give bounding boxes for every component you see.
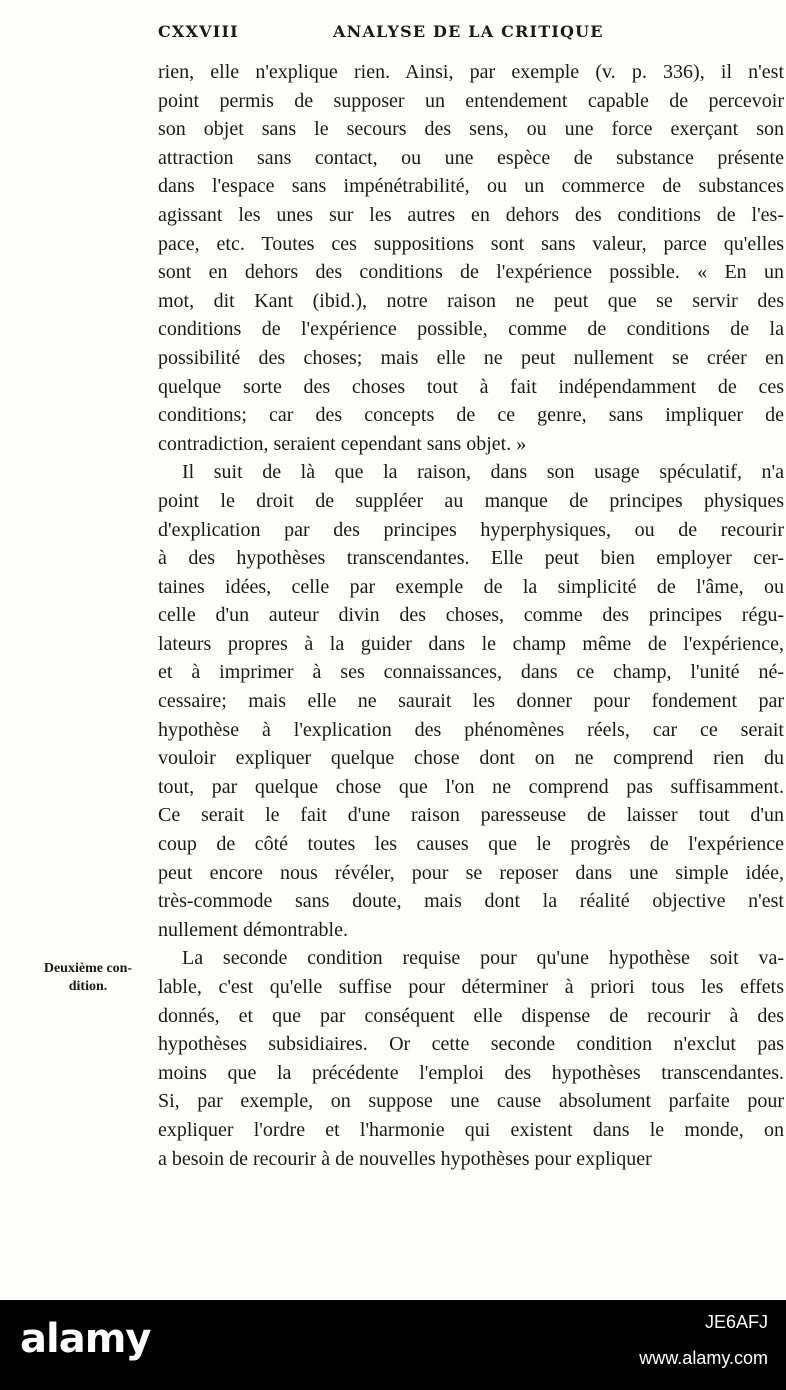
text-line: point le droit de suppléer au manque de principes physiques [158, 489, 784, 512]
text-line: expliquer l'ordre et l'harmonie qui existent dans le monde, on [158, 1118, 784, 1141]
text-line: lateurs propres à la guider dans le champ même de l'expérience, [158, 632, 784, 655]
text-line: celle d'un auteur divin des choses, comme des principes régu- [158, 604, 784, 627]
watermark-site: www.alamy.com [639, 1348, 768, 1368]
text-line: conditions; car des concepts de ce genre, sans impliquer de [158, 404, 784, 427]
text-line: agissant les unes sur les autres en dehors des conditions de l'es- [158, 203, 784, 226]
text-line: a besoin de recourir à de nouvelles hypothèses pour expliquer [158, 1147, 652, 1170]
text-line: peut encore nous révéler, pour se reposer dans une simple idée, [158, 861, 784, 884]
text-line: à des hypothèses transcendantes. Elle peut bien employer cer- [158, 547, 784, 570]
text-line: La seconde condition requise pour qu'une hypothèse soit va- [182, 947, 784, 970]
text-line: Il suit de là que la raison, dans son usage spéculatif, n'a [182, 461, 784, 484]
text-line: point permis de supposer un entendement capable de percevoir [158, 89, 784, 112]
text-line: hypothèse à l'explication des phénomènes réels, car ce serait [158, 718, 784, 741]
text-line: vouloir expliquer quelque chose dont on ne comprend rien du [158, 747, 784, 770]
text-line: donnés, et que par conséquent elle dispense de recourir à des [158, 1004, 784, 1027]
text-line: conditions de l'expérience possible, comme de conditions de la [158, 318, 784, 341]
text-line: cessaire; mais elle ne saurait les donner pour fondement par [158, 690, 784, 713]
text-line: pace, etc. Toutes ces suppositions sont sans valeur, parce qu'elles [158, 232, 784, 255]
paragraph [158, 58, 784, 458]
text-line: lable, c'est qu'elle suffise pour déterminer à priori tous les effets [158, 976, 784, 998]
text-line: mot, dit Kant (ibid.), notre raison ne peut que se servir des [158, 289, 784, 312]
text-line: quelque sorte des choses tout à fait indépendamment de ces [158, 375, 784, 398]
text-line: tout, par quelque chose que l'on ne comprend pas suffisamment. [158, 775, 784, 798]
text-line: nullement démontrable. [158, 918, 348, 941]
margin-note-line: dition. [68, 979, 108, 994]
watermark-logo: alamy [20, 1316, 151, 1362]
margin-note [20, 960, 156, 996]
text-line: et à imprimer à ses connaissances, dans ce champ, l'unité né- [158, 661, 784, 684]
paragraph [158, 944, 784, 1173]
watermark-bar [0, 1300, 786, 1390]
margin-note-line: Deuxième con- [43, 961, 133, 976]
running-title: ANALYSE DE LA CRITIQUE [333, 22, 604, 41]
text-line: dans l'espace sans impénétrabilité, ou un commerce de substances [158, 175, 784, 198]
text-line: contradiction, seraient cependant sans objet. » [158, 432, 527, 455]
text-line: son objet sans le secours des sens, ou une force exerçant son [158, 118, 784, 141]
text-line: très-commode sans doute, mais dont la réalité objective n'est [158, 890, 784, 913]
text-line: hypothèses subsidiaires. Or cette seconde condition n'exclut pas [158, 1033, 784, 1056]
text-line: moins que la précédente l'emploi des hypothèses transcendantes. [158, 1061, 784, 1084]
text-line: sont en dehors des conditions de l'expérience possible. « En un [158, 261, 784, 284]
text-line: rien, elle n'explique rien. Ainsi, par exemple (v. p. 336), il n'est [158, 61, 784, 83]
paragraph [158, 458, 784, 944]
running-head [158, 18, 778, 46]
page-folio: CXXVIII [158, 22, 239, 41]
text-line: taines idées, celle par exemple de la simplicité de l'âme, ou [158, 575, 784, 598]
text-line: possibilité des choses; mais elle ne peut nullement se créer en [158, 346, 784, 369]
text-line: Si, par exemple, on suppose une cause absolument parfaite pour [158, 1090, 784, 1113]
body-text [158, 58, 784, 1173]
text-line: d'explication par des principes hyperphysiques, ou de recourir [158, 518, 784, 541]
text-line: attraction sans contact, ou une espèce de substance présente [158, 146, 784, 169]
text-line: coup de côté toutes les causes que le progrès de l'expérience [158, 833, 784, 856]
text-line: Ce serait le fait d'une raison paresseuse de laisser tout d'un [158, 804, 784, 827]
watermark-image-id: JE6AFJ [704, 1312, 768, 1332]
